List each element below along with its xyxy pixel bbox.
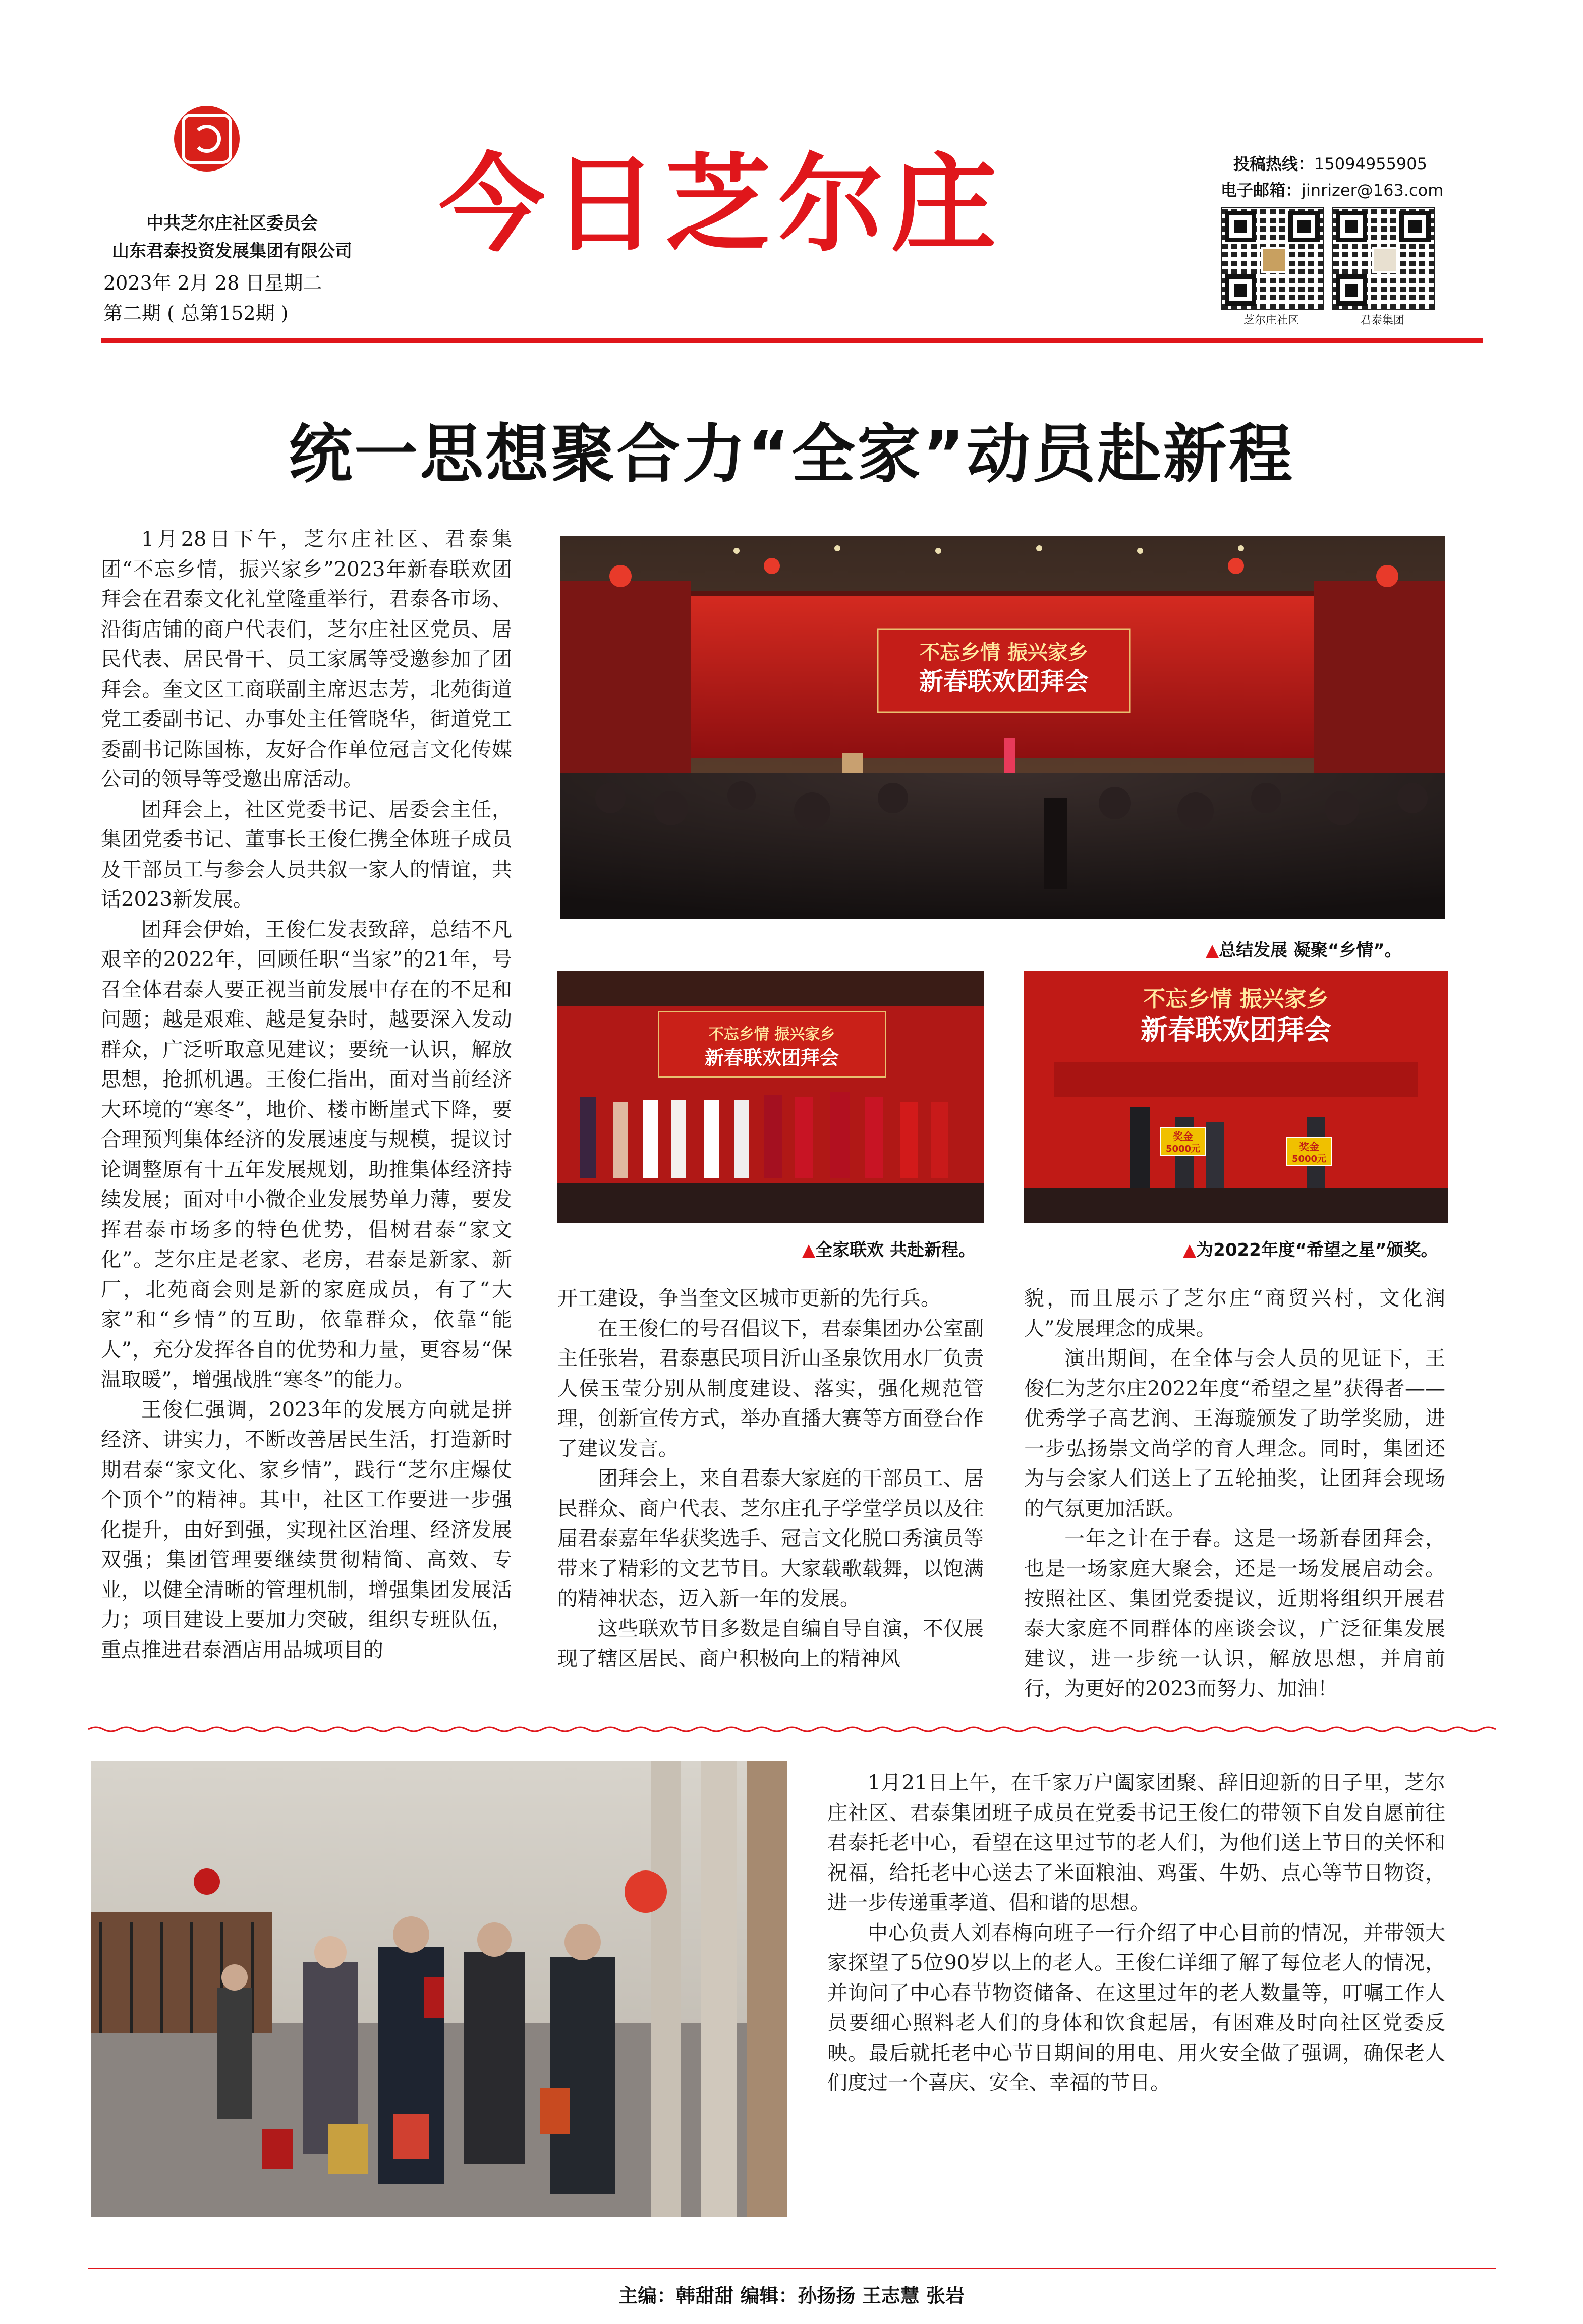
issue-number: 第二期 ( 总第152期 ) (103, 302, 289, 324)
caption-performers: ▲全家联欢 共赴新程。 (802, 1240, 976, 1260)
masthead-divider (101, 338, 1483, 343)
section-divider (88, 1725, 1496, 1733)
award-board-label-1: 奖金 (1173, 1130, 1193, 1143)
paragraph: 王俊仁强调，2023年的发展方向就是拼经济、讲实力，不断改善居民生活，打造新时期君泰“家文化、家乡情”，践行“芝尔庄爆仗个顶个”的精神。其中，社区工作要进一步强化提升，由好到强，实现社区治理、经济发展双强；集团管理要继续贯彻精简、高效、专业，以健全清晰的管理机制，增强集团发展活力；项目建设上要加力突破，组织专班队伍，重点推进君泰酒店用品城项目的 (101, 1398, 512, 1662)
right-banner-line-1: 不忘乡情 振兴家乡 (1143, 986, 1329, 1012)
email (1221, 178, 1443, 201)
award-board-label-2: 奖金 (1299, 1141, 1319, 1153)
paragraph: 这些联欢节目多数是自编自导自演，不仅展现了辖区居民、商户积极向上的精神风 (557, 1617, 984, 1670)
qr-caption-community: 芝尔庄社区 (1243, 314, 1299, 327)
photo-award-ceremony (1024, 971, 1448, 1223)
visit-photo-image (91, 1761, 787, 2217)
paragraph: 团拜会上，来自君泰大家庭的干部员工、居民群众、商户代表、芝尔庄孔子学堂学员以及往届君泰嘉年华获奖选手、冠言文化脱口秀演员等带来了精彩的文艺节目。大家载歌载舞，以饱满的精神状态，迈入新一年的发展。 (557, 1467, 984, 1610)
publisher-line-2: 山东君泰投资发展集团有限公司 (112, 241, 352, 261)
caption-text: 全家联欢 共赴新程。 (815, 1240, 976, 1260)
seal-logo-mark (182, 114, 232, 164)
paragraph: 中心负责人刘春梅向班子一行介绍了中心目前的情况，并带领大家探望了5位90岁以上的老人。王俊仁详细了解了每位老人的情况，并询问了中心春节物资储备、在这里过年的老人数量等，叮嘱工作人员要细心照料老人们的身体和饮食起居，有困难及时向社区党委反映。最后就托老中心节日期间的用电、用火安全做了强调，确保老人们度过一个喜庆、安全、幸福的节日。 (827, 1921, 1445, 2094)
paragraph: 1月21日上午，在千家万户阖家团聚、辞旧迎新的日子里，芝尔庄社区、君泰集团班子成员在党委书记王俊仁的带领下自发自愿前往君泰托老中心，看望在这里过节的老人们，为他们送上节日的关怀和祝福，给托老中心送去了米面粮油、鸡蛋、牛奶、点心等节日物资，进一步传递重孝道、倡和谐的思想。 (827, 1771, 1445, 1914)
newspaper-title: 今日芝尔庄 (439, 142, 1004, 266)
paragraph: 在王俊仁的号召倡议下，君泰集团办公室副主任张岩，君泰惠民项目沂山圣泉饮用水厂负责人侯玉莹分别从制度建设、落实，强化规范管理，创新宣传方式，举办直播大赛等方面登台作了建议发言。 (557, 1317, 984, 1460)
left-banner-line-1: 不忘乡情 振兴家乡 (708, 1026, 835, 1043)
email-address: jinrizer@163.com (1302, 181, 1444, 200)
hotline-number: 15094955905 (1314, 154, 1427, 174)
paragraph: 团拜会上，社区党委书记、居委会主任，集团党委书记、董事长王俊仁携全体班子成员及干部员工与参会人员共叙一家人的情谊，共话2023新发展。 (101, 798, 512, 911)
editorial-staff: 主编：韩甜甜 编辑：孙扬扬 王志慧 张岩 (618, 2285, 965, 2307)
qr-code-group[interactable] (1332, 207, 1435, 310)
publisher-line-1: 中共芝尔庄社区委员会 (146, 213, 318, 234)
award-board-amount-1: 5000元 (1165, 1144, 1201, 1154)
hotline (1233, 151, 1427, 175)
photo-elderly-visit (91, 1761, 787, 2217)
main-banner-line-1: 不忘乡情 振兴家乡 (920, 641, 1088, 664)
paragraph: 演出期间，在全体与会人员的见证下，王俊仁为芝尔庄2022年度“希望之星”获得者——优秀学子高艺润、王海璇颁发了助学奖励，进一步弘扬崇文尚学的育人理念。同时，集团还为与会家人们送上了五轮抽奖，让团拜会现场的气氛更加活跃。 (1024, 1347, 1445, 1520)
caption-text: 为2022年度“希望之星”颁奖。 (1196, 1240, 1438, 1260)
hotline-label: 投稿热线： (1233, 154, 1315, 174)
email-label: 电子邮箱： (1221, 181, 1302, 200)
paragraph: 团拜会伊始，王俊仁发表致辞，总结不凡艰辛的2022年，回顾任职“当家”的21年，号召全体君泰人要正视当前发展中存在的不足和问题；越是艰难、越是复杂时，越要深入发动群众，广泛听取意见建议；要统一认识，解放思想，抢抓机遇。王俊仁指出，面对当前经济大环境的“寒冬”，地价、楼市断崖式下降，要合理预判集体经济的发展速度与规模，提议讨论调整原有十五年发展规划，助推集体经济持续发展；面对中小微企业发展势单力薄，要发挥君泰市场多的特色优势，倡树君泰“家文化”。芝尔庄是老家、老房，君泰是新家、新厂，北苑商会则是新的家庭成员，有了“大家”和“乡情”的互助，依靠群众，依靠“能人”，充分发挥各自的优势和力量，更容易“保温取暖”，增强战胜“寒冬”的能力。 (101, 918, 512, 1391)
photo-performers (557, 971, 984, 1223)
article-1-column-3 (1024, 1284, 1445, 1704)
caption-stage-gala: ▲总结发展 凝聚“乡情”。 (1206, 940, 1402, 960)
paragraph: 貌，而且展示了芝尔庄“商贸兴村，文化润人”发展理念的成果。 (1024, 1287, 1445, 1340)
paragraph: 开工建设，争当奎文区城市更新的先行兵。 (557, 1287, 941, 1310)
footer-divider (88, 2268, 1496, 2269)
qr-code-community[interactable] (1221, 207, 1324, 310)
award-photo-image (1024, 971, 1448, 1223)
award-board-amount-2: 5000元 (1291, 1154, 1327, 1164)
paragraph: 一年之计在于春。这是一场新春团拜会，也是一场家庭大聚会，还是一场发展启动会。按照社区、集团党委提议，近期将组织开展君泰大家庭不同群体的座谈会议，广泛征集发展建议，进一步统一认识，解放思想，并肩前行，为更好的2023而努力、加油！ (1024, 1527, 1445, 1701)
right-banner-line-2: 新春联欢团拜会 (1141, 1014, 1331, 1046)
caption-award-ceremony: ▲为2022年度“希望之星”颁奖。 (1183, 1240, 1438, 1260)
seal-logo (174, 106, 240, 172)
issue-date: 2023年 2月 28 日星期二 (103, 272, 322, 294)
left-banner-line-2: 新春联欢团拜会 (704, 1047, 839, 1069)
article-1-column-1 (101, 525, 512, 1665)
paragraph: 1月28日下午，芝尔庄社区、君泰集团“不忘乡情，振兴家乡”2023年新春联欢团拜会在君泰文化礼堂隆重举行，君泰各市场、沿街店铺的商户代表们，芝尔庄社区党员、居民代表、居民骨干、员工家属等受邀参加了团拜会。奎文区工商联副主席迟志芳，北苑街道党工委副书记、办事处主任管晓华，街道党工委副书记陈国栋，友好合作单位冠言文化传媒公司的领导等受邀出席活动。 (101, 528, 512, 791)
main-banner-line-2: 新春联欢团拜会 (919, 667, 1089, 696)
photo-stage-gala (560, 536, 1445, 919)
performers-photo-image (557, 971, 984, 1223)
stage-photo-image (560, 536, 1445, 919)
caption-text: 总结发展 凝聚“乡情”。 (1219, 940, 1402, 960)
qr-caption-group: 君泰集团 (1360, 314, 1404, 327)
article-2-text (827, 1768, 1445, 2099)
article-1-column-2 (557, 1284, 984, 1674)
headline: 统一思想聚合力“全家”动员赴新程 (289, 417, 1294, 491)
